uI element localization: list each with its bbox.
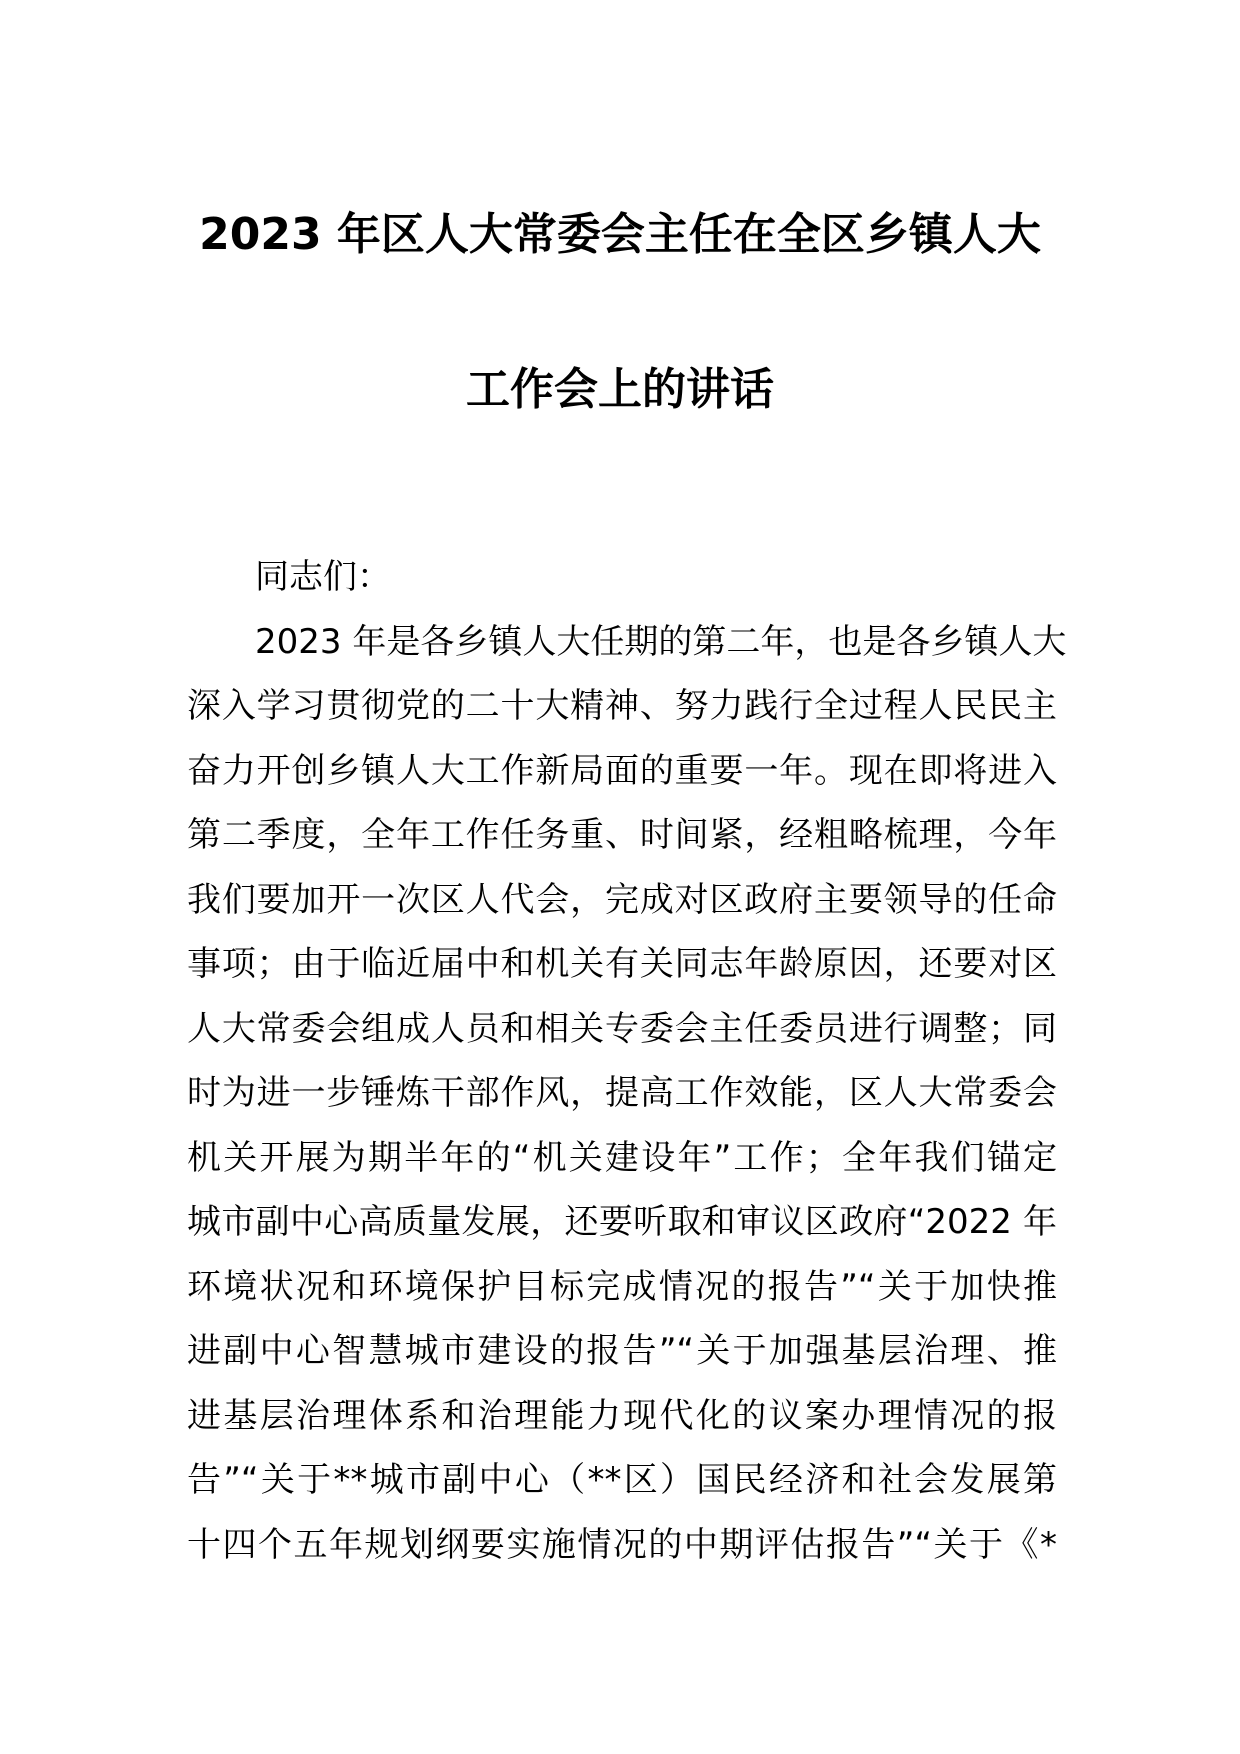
body-line: 告”“关于**城市副中心（**区）国民经济和社会发展第 <box>187 1460 1057 1500</box>
body-line: 机关开展为期半年的“机关建设年”工作；全年我们锚定 <box>187 1137 1057 1178</box>
body-line: 事项；由于临近届中和机关有关同志年龄原因，还要对区 <box>187 944 1057 984</box>
document-title-line-2: 工作会上的讲话 <box>466 364 774 415</box>
body-line: 进基层治理体系和治理能力现代化的议案办理情况的报 <box>187 1395 1057 1436</box>
body-line: 第二季度，全年工作任务重、时间紧，经粗略梳理，今年 <box>187 815 1057 855</box>
body-line: 人大常委会组成人员和相关专委会主任委员进行调整；同 <box>187 1008 1057 1049</box>
body-line: 十四个五年规划纲要实施情况的中期评估报告”“关于《* <box>187 1524 1057 1565</box>
body-line: 深入学习贯彻党的二十大精神、努力践行全过程人民民主 <box>187 686 1057 726</box>
body-line: 时为进一步锤炼干部作风，提高工作效能，区人大常委会 <box>187 1073 1057 1113</box>
body-line: 2023 年是各乡镇人大任期的第二年，也是各乡镇人大 <box>255 621 1067 662</box>
greeting: 同志们： <box>255 557 391 597</box>
document-title-line-1: 2023 年区人大常委会主任在全区乡镇人大 <box>199 209 1041 260</box>
document-body <box>187 545 1067 1577</box>
body-line: 我们要加开一次区人代会，完成对区政府主要领导的任命 <box>187 879 1057 920</box>
body-line: 环境状况和环境保护目标完成情况的报告”“关于加快推 <box>187 1266 1057 1307</box>
body-line: 奋力开创乡镇人大工作新局面的重要一年。现在即将进入 <box>187 750 1057 791</box>
body-line: 城市副中心高质量发展，还要听取和审议区政府“2022 年 <box>187 1202 1057 1242</box>
body-line: 进副中心智慧城市建设的报告”“关于加强基层治理、推 <box>187 1331 1057 1371</box>
